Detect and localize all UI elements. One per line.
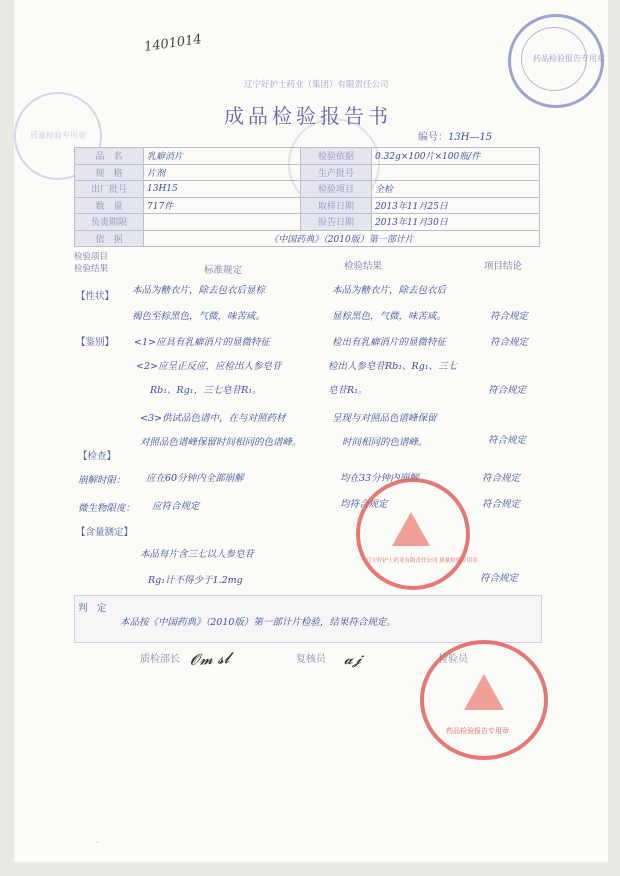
identification-3-result-line1: 呈现与对照品色谱峰保留	[332, 413, 437, 424]
label-spec: 规 格	[75, 164, 144, 181]
microbial-result: 均符合规定	[340, 499, 388, 510]
disintegration-label: 崩解时限：	[78, 475, 126, 486]
reviewer-label: 复核员	[296, 654, 326, 665]
character-result-line2: 显棕黑色，气微，味苦咸。	[332, 311, 447, 322]
identification-3-standard-line1: <3>供试品色谱中，在与对照药材	[140, 413, 286, 424]
identification-1-standard: <1>应具有乳癖消片的显微特征	[134, 337, 270, 348]
identification-2-standard-line2: Rb₁、Rg₁，三七皂苷R₁。	[150, 385, 262, 396]
value-basis: 《中国药典》（2010版）第一部计片	[144, 230, 540, 247]
column-item-a: 检验项目	[74, 252, 109, 262]
table-row	[75, 181, 540, 198]
identification-1-conclusion: 符合规定	[490, 337, 529, 348]
stamp-bottom-text: 药品检验报告专用章	[446, 727, 509, 735]
table-row	[75, 214, 540, 231]
label-report-date: 报告日期	[301, 214, 372, 231]
value-quantity: 717件	[144, 197, 301, 214]
qc-head-label: 质检部长	[140, 654, 180, 665]
value-release-batch: 13H15	[144, 181, 301, 198]
microbial-conclusion: 符合规定	[482, 499, 521, 510]
report-number	[418, 128, 492, 143]
stamp-top-right	[508, 14, 604, 108]
qc-head-signature: 𝓞𝓶 𝓼𝓵	[189, 648, 230, 670]
value-production-batch	[372, 164, 540, 181]
column-result: 检验结果	[344, 261, 383, 272]
column-standard: 标准规定	[204, 265, 243, 276]
label-production-batch: 生产批号	[301, 164, 372, 181]
stamp-red-bottom	[420, 640, 548, 760]
section-identification: 【鉴别】	[76, 337, 115, 348]
disintegration-conclusion: 符合规定	[482, 473, 521, 484]
table-row	[75, 230, 540, 247]
label-product-name: 品 名	[75, 148, 144, 165]
value-product-name: 乳癖消片	[144, 148, 301, 165]
microbial-label: 微生物限度：	[78, 503, 136, 514]
assay-standard-line1: 本品每片含三七以人参皂苷	[140, 549, 255, 560]
table-row	[75, 148, 540, 165]
label-basis: 依 据	[75, 230, 144, 247]
label-quantity: 数 量	[75, 197, 144, 214]
character-result-line1: 本品为糖衣片，除去包衣后	[332, 285, 447, 296]
value-sampling-date: 2013年11月25日	[372, 197, 540, 214]
assay-conclusion: 符合规定	[480, 573, 519, 584]
reviewer-signature: 𝓪𝓳	[344, 650, 362, 668]
report-number-label: 编号：	[418, 132, 448, 143]
section-assay: 【含量测定】	[76, 527, 134, 538]
value-report-date: 2013年11月30日	[372, 214, 540, 231]
label-release-batch: 出厂批号	[75, 181, 144, 198]
stamp-red-middle	[356, 478, 478, 590]
value-dosage-form: 片剂	[144, 164, 301, 181]
label-inspection-basis: 检验依据	[301, 148, 372, 165]
identification-1-result: 检出有乳癖消片的显微特征	[332, 337, 447, 348]
scan-speck: ·	[96, 838, 99, 848]
verdict-label: 判 定	[78, 603, 107, 614]
verdict-text: 本品按《中国药典》（2010版）第一部计片检验，结果符合规定。	[120, 617, 396, 628]
report-number-value: 13H—15	[448, 132, 493, 143]
scan-edge-bottom	[0, 862, 620, 876]
star-icon	[392, 512, 430, 546]
character-standard-line2: 褐色至棕黑色，气微，味苦咸。	[132, 311, 266, 322]
label-inspection-items: 检验项目	[301, 181, 372, 198]
disintegration-result: 均在33分钟内崩解	[340, 473, 419, 484]
identification-3-conclusion: 符合规定	[488, 435, 527, 446]
company-name: 辽宁好护士药业（集团）有限责任公司	[244, 80, 389, 90]
section-character: 【性状】	[76, 291, 115, 302]
star-icon	[464, 674, 504, 710]
disintegration-standard: 应在60分钟内全部崩解	[146, 473, 244, 484]
stamp-middle-text: 辽宁好护士药业有限责任公司 质量检验专用章	[366, 558, 478, 564]
character-standard-line1: 本品为糖衣片，除去包衣后显棕	[132, 285, 266, 296]
identification-2-conclusion: 符合规定	[488, 385, 527, 396]
identification-2-result-line2: 皂苷R₁。	[328, 385, 368, 396]
column-item-b: 检验结果	[74, 264, 109, 274]
label-validity: 负责期限	[75, 214, 144, 231]
scan-edge-left	[0, 0, 14, 876]
label-sampling-date: 取样日期	[301, 197, 372, 214]
table-row	[75, 197, 540, 214]
identification-3-standard-line2: 对照品色谱峰保留时间相同的色谱峰。	[140, 437, 302, 448]
stamp-top-left-text: 质量检验专用章	[30, 131, 86, 140]
value-spec: 0.32g×100片×100瓶/件	[372, 148, 540, 165]
stamp-top-right-text: 药品检验报告专用章	[533, 54, 605, 63]
inspector-label: 检验员	[438, 654, 468, 665]
identification-2-standard-line1: <2>应呈正反应，应检出人参皂苷	[136, 361, 282, 372]
character-conclusion: 符合规定	[490, 311, 529, 322]
report-title: 成品检验报告书	[224, 104, 392, 128]
microbial-standard: 应符合规定	[152, 501, 200, 512]
section-check: 【检查】	[78, 451, 117, 462]
identification-2-result-line1: 检出人参皂苷Rb₁、Rg₁、三七	[328, 361, 458, 372]
info-table	[74, 147, 540, 247]
value-validity	[144, 214, 301, 231]
handwritten-doc-number: 1401014	[143, 32, 203, 55]
identification-3-result-line2: 时间相同的色谱峰。	[342, 437, 428, 448]
value-inspection-items: 全检	[372, 181, 540, 198]
table-row	[75, 164, 540, 181]
scan-edge-right	[608, 0, 620, 876]
assay-standard-line2: Rg₁计不得少于1.2mg	[148, 575, 243, 586]
column-conclusion: 项目结论	[484, 261, 523, 272]
